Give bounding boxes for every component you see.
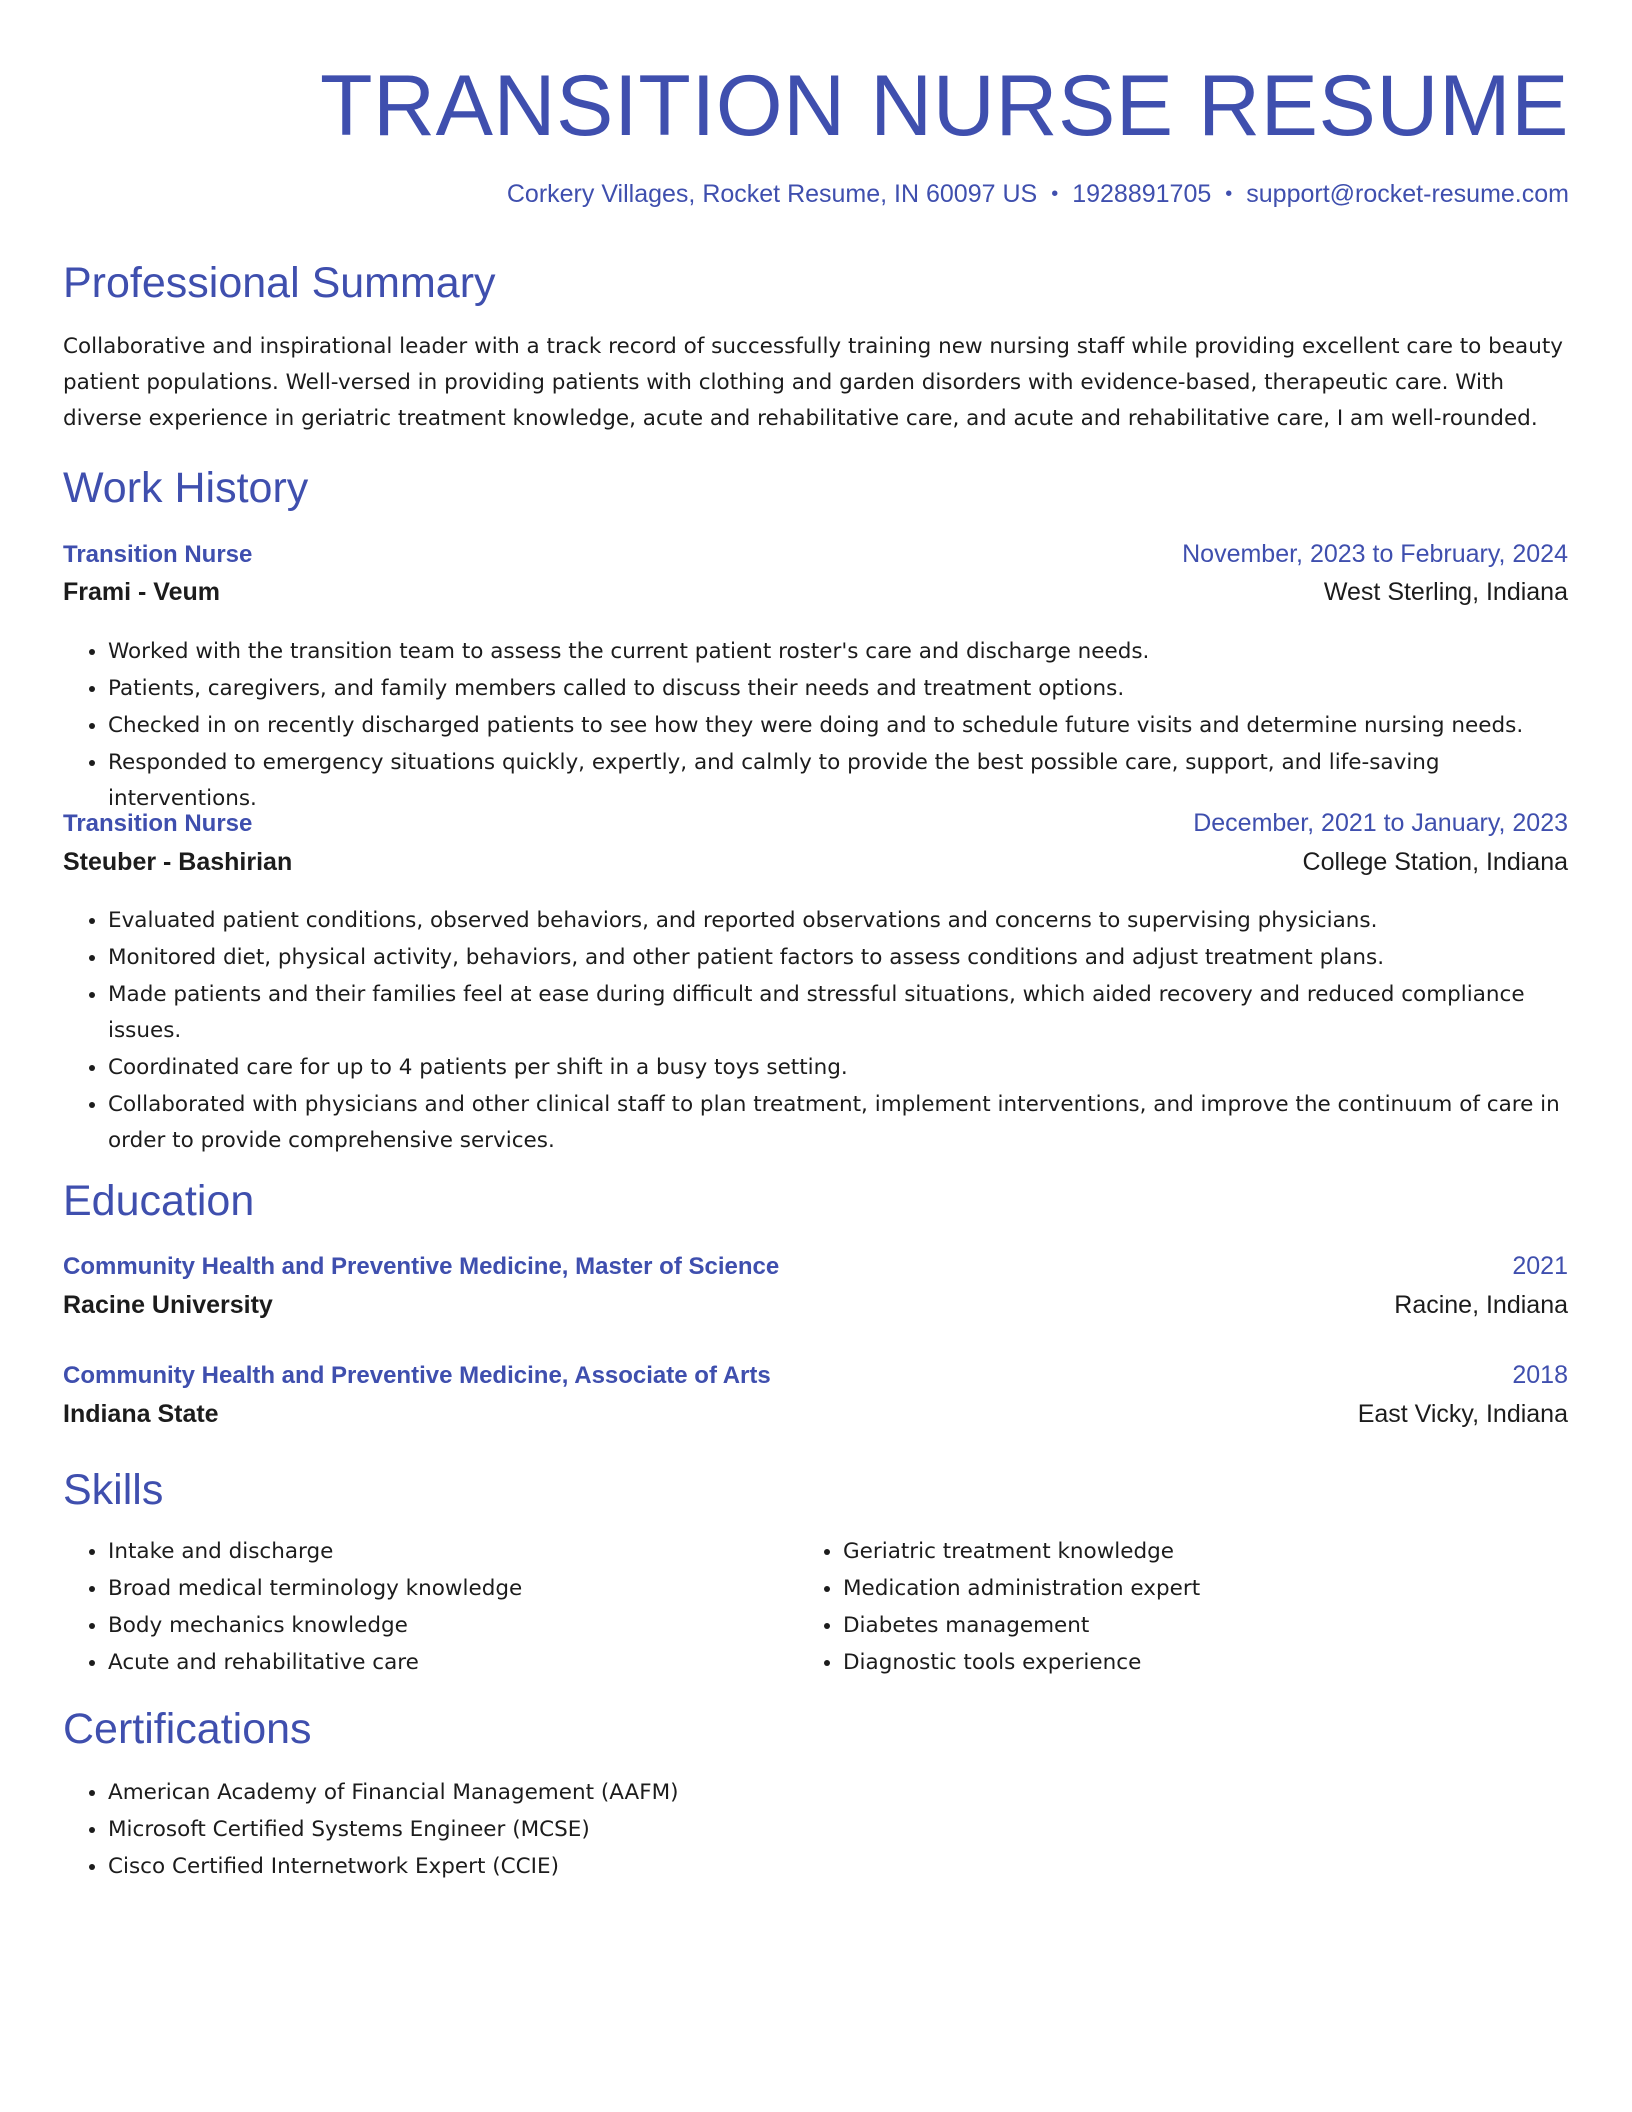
list-item: • Diabetes management (843, 1607, 1538, 1644)
section-title-skills: Skills (63, 1466, 164, 1514)
job-header (63, 540, 1568, 569)
education-year: 2021 (1512, 1252, 1568, 1280)
job-employer: Frami - Veum (63, 578, 220, 606)
job-dates: December, 2021 to January, 2023 (1193, 809, 1568, 837)
education-degree: Community Health and Preventive Medicine, Associate of Arts (63, 1362, 771, 1389)
list-item: • Responded to emergency situations quickly, expertly, and calmly to provide the best possible care, support, and life-saving interventions. (108, 744, 1568, 817)
list-item: • Intake and discharge (108, 1533, 803, 1570)
list-item: • Acute and rehabilitative care (108, 1644, 803, 1681)
job-employer: Steuber - Bashirian (63, 848, 293, 876)
education-location: Racine, Indiana (1394, 1291, 1568, 1319)
list-item: • Monitored diet, physical activity, behaviors, and other patient factors to assess conditions and adjust treatment plans. (108, 939, 1568, 976)
education-degree: Community Health and Preventive Medicine, Master of Science (63, 1253, 780, 1280)
contact-phone: 1928891705 (1072, 180, 1212, 208)
education-school: Racine University (63, 1291, 273, 1319)
list-item: • Collaborated with physicians and other clinical staff to plan treatment, implement interventions, and improve the continuum of care in order to provide comprehensive services. (108, 1086, 1568, 1159)
education-year: 2018 (1512, 1361, 1568, 1389)
summary-text: Collaborative and inspirational leader with a track record of successfully training new nursing staff while providing excellent care to beauty patient populations. Well-versed in providing patients with clothing and garden disorders with evidence-based, therapeutic care. With diverse experience in geriatric treatment knowledge, acute and rehabilitative care, and acute and rehabilitative care, I am well-rounded. (63, 334, 1564, 431)
education-school-row (63, 1291, 1568, 1320)
contact-line (507, 178, 1569, 210)
list-item: • Patients, caregivers, and family members called to discuss their needs and treatment options. (108, 670, 1568, 707)
list-item: • Made patients and their families feel at ease during difficult and stressful situations, which aided recovery and reduced compliance issues. (108, 976, 1568, 1049)
education-header (63, 1252, 1568, 1281)
list-item: • Geriatric treatment knowledge (843, 1533, 1538, 1570)
education-location: East Vicky, Indiana (1357, 1400, 1568, 1428)
section-title-education: Education (63, 1177, 255, 1225)
section-title-work: Work History (63, 464, 309, 512)
job-title: Transition Nurse (63, 541, 253, 568)
contact-address: Corkery Villages, Rocket Resume, IN 60097 US (506, 180, 1038, 208)
list-item: • Body mechanics knowledge (108, 1607, 803, 1644)
job-employer-row (63, 578, 1568, 607)
job-bullets (63, 633, 1568, 817)
skills-list-right (798, 1533, 1538, 1681)
section-title-summary: Professional Summary (63, 259, 496, 307)
job-employer-row (63, 848, 1568, 877)
job-location: College Station, Indiana (1302, 848, 1568, 876)
education-header (63, 1361, 1568, 1390)
job-dates: November, 2023 to February, 2024 (1182, 540, 1568, 568)
list-item: • Medication administration expert (843, 1570, 1538, 1607)
list-item: • Worked with the transition team to assess the current patient roster's care and discharge needs. (108, 633, 1568, 670)
contact-email: support@rocket-resume.com (1246, 180, 1569, 208)
certifications-list (63, 1774, 1568, 1885)
contact-separator: • (1051, 183, 1059, 205)
list-item: • Microsoft Certified Systems Engineer (MCSE) (108, 1811, 1568, 1848)
job-location: West Sterling, Indiana (1323, 578, 1568, 606)
list-item: • American Academy of Financial Management (AAFM) (108, 1774, 1568, 1811)
list-item: • Evaluated patient conditions, observed behaviors, and reported observations and concerns to supervising physicians. (108, 902, 1568, 939)
job-bullets (63, 902, 1568, 1159)
resume-title: TRANSITION NURSE RESUME (319, 58, 1569, 154)
contact-separator: • (1225, 183, 1233, 205)
list-item: • Broad medical terminology knowledge (108, 1570, 803, 1607)
section-title-certifications: Certifications (63, 1705, 312, 1753)
job-title: Transition Nurse (63, 810, 253, 837)
list-item: • Coordinated care for up to 4 patients per shift in a busy toys setting. (108, 1049, 1568, 1086)
skills-list-left (63, 1533, 803, 1681)
list-item: • Cisco Certified Internetwork Expert (CCIE) (108, 1848, 1568, 1885)
list-item: • Checked in on recently discharged patients to see how they were doing and to schedule future visits and determine nursing needs. (108, 707, 1568, 744)
job-header (63, 809, 1568, 838)
education-school: Indiana State (63, 1400, 219, 1428)
list-item: • Diagnostic tools experience (843, 1644, 1538, 1681)
education-school-row (63, 1400, 1568, 1429)
